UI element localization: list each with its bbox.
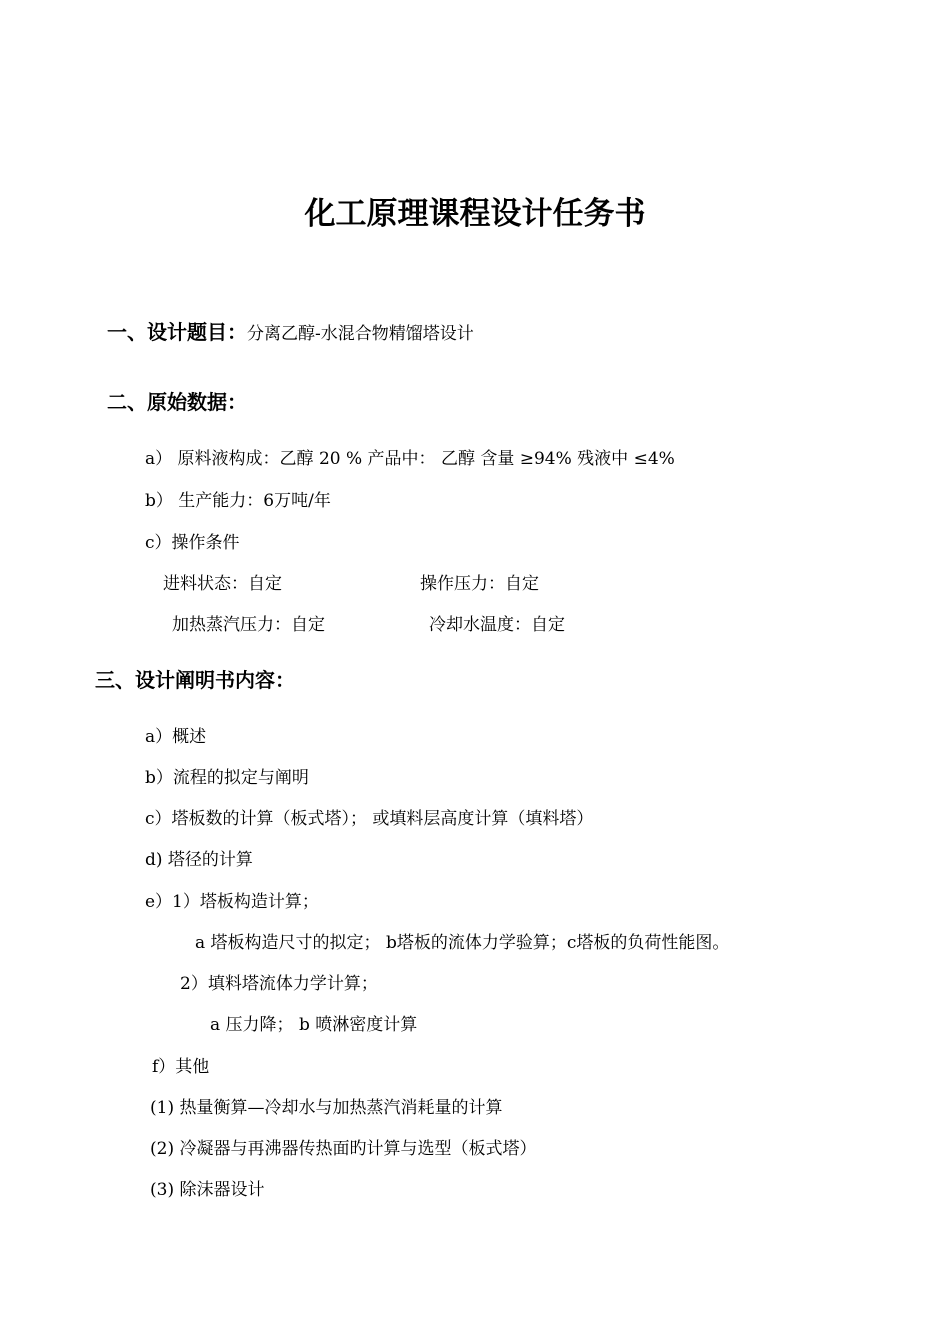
list-item: f）其他	[152, 1057, 210, 1077]
heating-steam-pressure: 加热蒸汽压力：自定	[172, 615, 325, 635]
page-title: 化工原理课程设计任务书	[304, 196, 646, 232]
list-item: (3) 除沫器设计	[150, 1180, 265, 1200]
section-heading: 一、设计题目：	[107, 320, 247, 344]
section-original-data-heading: 二、原始数据：	[107, 390, 247, 414]
cooling-water-temperature: 冷却水温度：自定	[429, 615, 565, 635]
list-item: 2）填料塔流体力学计算；	[180, 974, 378, 994]
list-item: e）1）塔板构造计算；	[145, 892, 319, 912]
feed-state: 进料状态：自定	[163, 574, 282, 594]
production-capacity: b） 生产能力：6万吨/年	[145, 491, 331, 511]
operating-conditions-label: c）操作条件	[145, 533, 240, 553]
list-item: (2) 冷凝器与再沸器传热面旳计算与选型（板式塔）	[150, 1139, 537, 1159]
section-specification-heading: 三、设计阐明书内容：	[95, 668, 295, 692]
list-item: c）塔板数的计算（板式塔）； 或填料层高度计算（填料塔）	[145, 809, 594, 829]
raw-material-composition: a） 原料液构成：乙醇 20 % 产品中： 乙醇 含量 ≥94% 残液中 ≤4%	[145, 449, 675, 469]
operating-pressure: 操作压力：自定	[420, 574, 539, 594]
list-item: b）流程的拟定与阐明	[145, 768, 309, 788]
list-item: a）概述	[145, 727, 207, 747]
list-item: d) 塔径的计算	[145, 850, 253, 870]
list-subitem: a 压力降； b 喷淋密度计算	[210, 1015, 418, 1035]
list-item: (1) 热量衡算—冷却水与加热蒸汽消耗量的计算	[150, 1098, 503, 1118]
list-subitem: a 塔板构造尺寸的拟定； b塔板的流体力学验算；c塔板的负荷性能图。	[195, 933, 730, 953]
section-design-topic	[107, 318, 474, 348]
design-topic-value: 分离乙醇-水混合物精馏塔设计	[247, 324, 474, 344]
